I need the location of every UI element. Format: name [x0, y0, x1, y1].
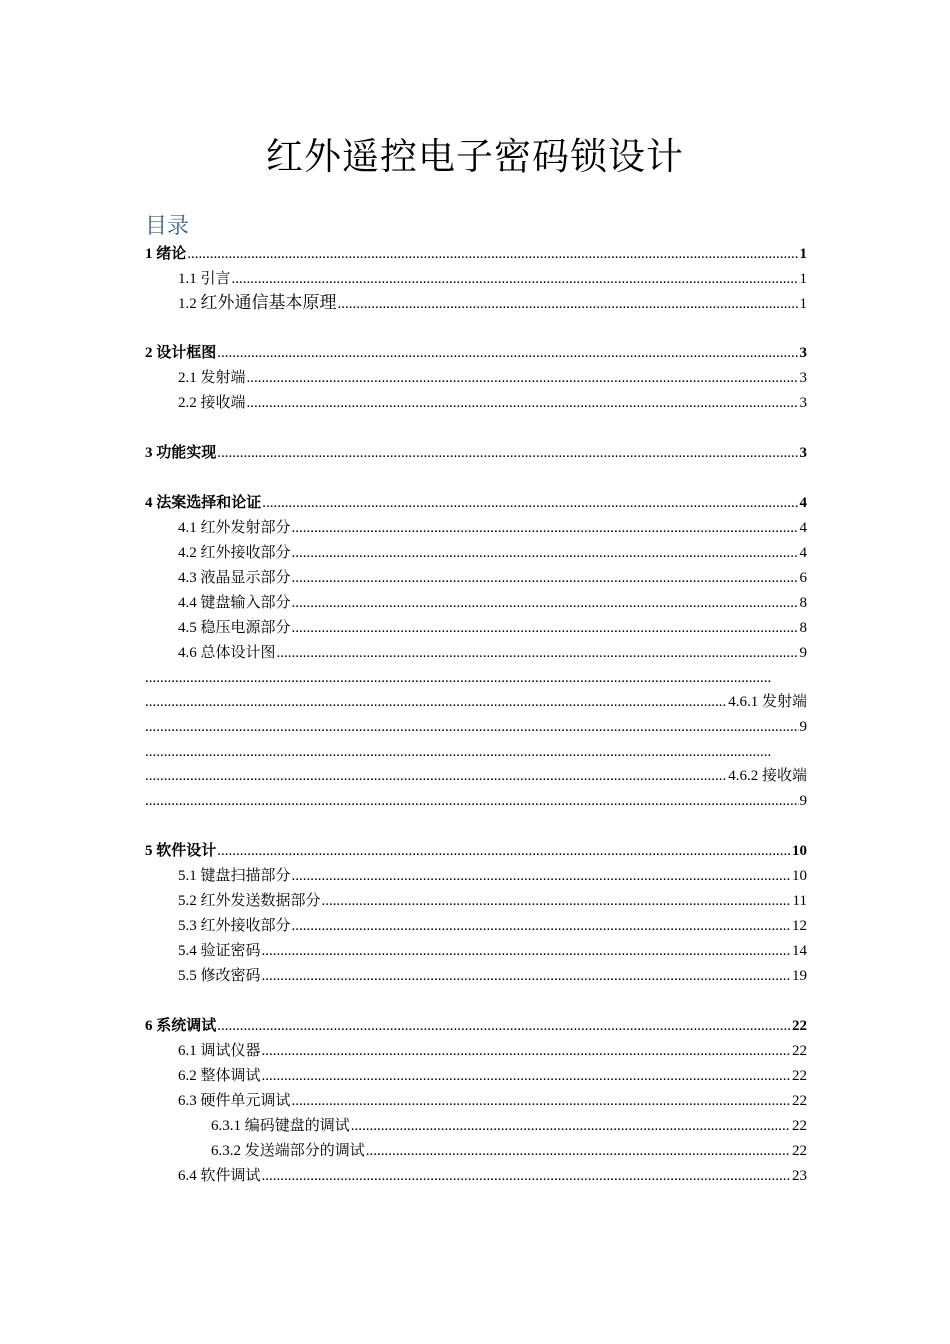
toc-entry-page: 4 — [799, 495, 807, 511]
toc-entry-label: 6.2 整体调试 — [178, 1068, 261, 1084]
toc-entry-5-2[interactable] — [178, 889, 807, 911]
toc-entry-4-4[interactable] — [178, 591, 807, 613]
toc-entry-label: 2.2 接收端 — [178, 395, 246, 411]
toc-entry-page: 3 — [799, 445, 807, 461]
toc-entry-label: 5.2 红外发送数据部分 — [178, 893, 321, 909]
toc-entry-page: 3 — [799, 395, 807, 411]
dot-leader — [217, 1016, 790, 1036]
toc-entry-label: 6.1 调试仪器 — [178, 1043, 261, 1059]
toc-entry-label: 6 系统调试 — [145, 1018, 217, 1034]
toc-entry-label: 3 功能实现 — [145, 445, 217, 461]
toc-entry-page: 6 — [799, 570, 807, 586]
dot-leader — [292, 593, 798, 613]
toc-entry-label: 4.6.2 接收端 — [728, 768, 807, 784]
toc-entry-label: 1.1 引言 — [178, 271, 231, 287]
toc-entry-page: 22 — [792, 1118, 807, 1134]
toc-entry-6-3-1[interactable] — [211, 1114, 807, 1136]
dot-leader — [292, 916, 790, 936]
toc-entry-page: 9 — [799, 719, 807, 735]
dot-leader — [292, 543, 798, 563]
toc-entry-page: 22 — [792, 1093, 807, 1109]
dot-leader — [338, 294, 798, 314]
toc-entry-6-4[interactable] — [178, 1164, 807, 1186]
toc-entry-page: 3 — [799, 345, 807, 361]
toc-entry-1-2[interactable] — [178, 292, 807, 314]
toc-entry-page: 8 — [799, 620, 807, 636]
toc-entry-2[interactable] — [145, 341, 807, 363]
dot-leader — [322, 891, 791, 911]
toc-entry-page: 19 — [792, 968, 807, 984]
dot-leader — [292, 866, 790, 886]
toc-entry-5-3[interactable] — [178, 914, 807, 936]
toc-entry-5-4[interactable] — [178, 939, 807, 961]
dot-leader — [351, 1116, 790, 1136]
toc-entry-page: 1 — [799, 246, 807, 262]
toc-entry-label: 5.1 键盘扫描部分 — [178, 868, 291, 884]
toc-entry-page: 10 — [792, 868, 807, 884]
toc-entry-3[interactable] — [145, 441, 807, 463]
toc-entry-5-1[interactable] — [178, 864, 807, 886]
toc-entry-4-6[interactable] — [178, 641, 807, 663]
toc-entry-5[interactable] — [145, 839, 807, 861]
toc-entry-page: 22 — [792, 1018, 807, 1034]
toc-entry-page: 9 — [799, 645, 807, 661]
toc-entry-label: 5 软件设计 — [145, 843, 217, 859]
dot-leader — [262, 941, 790, 961]
dot-leader — [217, 841, 790, 861]
dot-leader — [145, 766, 727, 786]
toc-entry-5-5[interactable] — [178, 964, 807, 986]
dot-leader — [232, 269, 798, 289]
toc-entry-label: 4 法案选择和论证 — [145, 495, 262, 511]
toc-entry-label: 1 绪论 — [145, 246, 187, 262]
dot-leader — [262, 493, 797, 513]
toc-entry-4[interactable] — [145, 491, 807, 513]
toc-entry-page: 22 — [792, 1143, 807, 1159]
toc-entry-label: 4.4 键盘输入部分 — [178, 595, 291, 611]
toc-entry-2-1[interactable] — [178, 366, 807, 388]
toc-entry-6[interactable] — [145, 1014, 807, 1036]
toc-entry-prefix: 1.2 — [178, 296, 201, 312]
toc-entry-page: 1 — [799, 271, 807, 287]
toc-entry-page: 10 — [792, 843, 807, 859]
dot-leader — [247, 368, 798, 388]
dot-leader — [145, 692, 727, 712]
toc-entry-page: 11 — [792, 893, 807, 909]
dot-leader — [145, 742, 772, 762]
toc-heading: 目录 — [145, 214, 190, 239]
toc-entry-6-1[interactable] — [178, 1039, 807, 1061]
toc-entry-label: 5.5 修改密码 — [178, 968, 261, 984]
dot-leader — [277, 643, 798, 663]
toc-entry-label: 2.1 发射端 — [178, 370, 246, 386]
toc-entry-label: 4.2 红外接收部分 — [178, 545, 291, 561]
toc-entry-text: 红外通信基本原理 — [200, 293, 337, 313]
toc-entry-page: 14 — [792, 943, 807, 959]
toc-entry-label: 5.3 红外接收部分 — [178, 918, 291, 934]
toc-entry-6-3[interactable] — [178, 1089, 807, 1111]
toc-entry-label — [178, 293, 337, 314]
toc-entry-label: 2 设计框图 — [145, 345, 217, 361]
dot-leader — [217, 443, 797, 463]
toc-entry-page: 3 — [799, 370, 807, 386]
toc-entry-label: 6.3.2 发送端部分的调试 — [211, 1143, 365, 1159]
toc-entry-1[interactable] — [145, 242, 807, 264]
toc-entry-page: 9 — [799, 793, 807, 809]
dot-leader — [145, 791, 799, 811]
dot-leader — [187, 244, 797, 264]
toc-entry-4-5[interactable] — [178, 616, 807, 638]
toc-entry-6-3-2[interactable] — [211, 1139, 807, 1161]
toc-entry-6-2[interactable] — [178, 1064, 807, 1086]
toc-entry-page: 4 — [799, 520, 807, 536]
toc-entry-page: 23 — [792, 1168, 807, 1184]
toc-entry-label: 5.4 验证密码 — [178, 943, 261, 959]
toc-entry-label: 4.3 液晶显示部分 — [178, 570, 291, 586]
toc-entry-label: 6.4 软件调试 — [178, 1168, 261, 1184]
toc-entry-label: 6.3 硬件单元调试 — [178, 1093, 291, 1109]
dot-leader — [247, 393, 798, 413]
toc-entry-label: 4.6.1 发射端 — [728, 694, 807, 710]
toc-entry-label: 4.1 红外发射部分 — [178, 520, 291, 536]
toc-entry-label: 4.6 总体设计图 — [178, 645, 276, 661]
dot-leader — [292, 618, 798, 638]
toc-entry-page: 1 — [799, 296, 807, 312]
dot-leader — [262, 966, 790, 986]
toc-entry-label: 6.3.1 编码键盘的调试 — [211, 1118, 350, 1134]
toc-entry-page: 4 — [799, 545, 807, 561]
dot-leader — [262, 1041, 790, 1061]
toc-entry-4-2[interactable] — [178, 541, 807, 563]
dot-leader — [292, 1091, 790, 1111]
dot-leader — [292, 568, 798, 588]
toc-entry-page: 12 — [792, 918, 807, 934]
dot-leader — [366, 1141, 790, 1161]
dot-leader — [262, 1166, 790, 1186]
toc-entry-page: 22 — [792, 1043, 807, 1059]
toc-entry-1-1[interactable] — [178, 267, 807, 289]
dot-leader — [292, 518, 798, 538]
toc-entry-4-3[interactable] — [178, 566, 807, 588]
dot-leader — [262, 1066, 790, 1086]
dot-leader — [217, 343, 797, 363]
dot-leader — [145, 668, 772, 688]
toc-entry-4-6-1-page[interactable] — [145, 715, 807, 737]
toc-entry-4-1[interactable] — [178, 516, 807, 538]
document-title: 红外遥控电子密码锁设计 — [266, 135, 684, 178]
toc-entry-4-6-2[interactable] — [145, 764, 807, 786]
toc-entry-label: 4.5 稳压电源部分 — [178, 620, 291, 636]
toc-entry-4-6-2-page[interactable] — [145, 789, 807, 811]
toc-entry-2-2[interactable] — [178, 391, 807, 413]
toc-entry-page: 22 — [792, 1068, 807, 1084]
dot-leader — [145, 717, 799, 737]
toc-entry-page: 8 — [799, 595, 807, 611]
toc-entry-4-6-1[interactable] — [145, 690, 807, 712]
